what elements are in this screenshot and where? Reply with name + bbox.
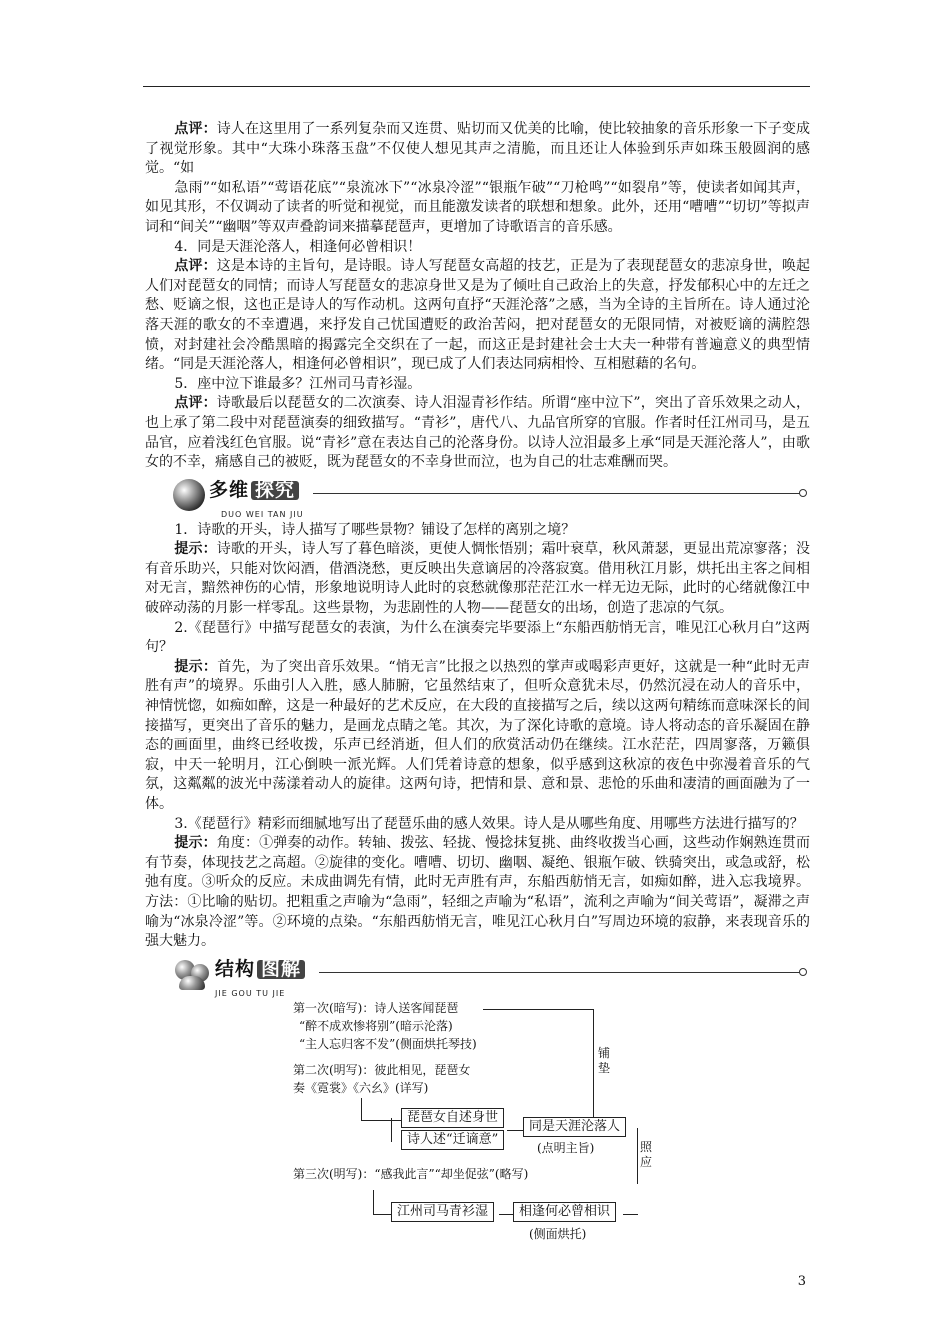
section-rule [319,972,801,973]
first-line-2: “醉不成欢惨将别”(暗示沦落) [299,1018,453,1033]
paragraph [145,394,810,472]
first-line-1: 第一次(暗写)：诗人送客闻琵琶 [293,1000,459,1015]
first-line-3: “主人忘归客不发”(侧面烘托琴技) [299,1036,477,1051]
connector-line [361,1098,362,1120]
label-zhaoying: 照应 [639,1139,652,1169]
structure-diagram [293,1000,673,1196]
box-poet-narration: 诗人述“迁谪意” [401,1130,504,1150]
page-number: 3 [797,1274,806,1289]
paragraph [145,120,810,179]
header-rule [143,86,810,87]
paragraph [145,238,810,258]
paragraph-label: 点评： [174,121,217,137]
box-meet: 相逢何必曾相识 [513,1202,616,1222]
connector-line [483,1009,593,1010]
paragraph-text: 2.《琵琶行》中描写琵琶女的表演，为什么在演奏完毕要添上“东船西舫悄无言，唯见江心秋月白”这两句？ [145,619,810,656]
paragraph [145,540,810,618]
label-pudian: 铺垫 [597,1045,610,1075]
paragraph-label: 点评： [174,258,217,275]
section-title-b: 图解 [257,960,305,980]
paragraph-text: 5．座中泣下谁最多？江州司马青衫湿。 [174,375,422,392]
paragraph-text: 1．诗歌的开头，诗人描写了哪些景物？铺设了怎样的离别之境？ [174,521,576,538]
note-meet: (侧面烘托) [529,1226,587,1241]
paragraph-text: 诗人在这里用了一系列复杂而又连贯、贴切而又优美的比喻，使比较抽象的音乐形象一下子变成了视觉形象。其中“大珠小珠落玉盘”不仅使人想见其声之清脆，而且还让人体验到乐声如珠玉般圆润的感觉。“如 [145,121,811,177]
section-header-duowei [173,475,813,519]
connector-line [361,1120,401,1121]
section-rule-end [799,968,807,976]
paragraph-text: 3.《琵琶行》精彩而细腻地写出了琵琶乐曲的感人效果。诗人是从哪些角度、用哪些方法进行描写的？ [174,815,804,832]
section-title [215,957,305,980]
paragraph-text: 诗歌最后以琵琶女的二次演奏、诗人泪湿青衫作结。所谓“座中泣下”，突出了音乐效果之动人，也上承了第二段中对琵琶演奏的细致描写。“青衫”，唐代八、九品官所穿的官服。作者时任江州司马，是五品官，应着浅红色官服。说“青衫”意在表达自己的沦落身份。以诗人泣泪最多上承“同是天涯沦落人”，由歌女的不幸，痛感自己的被贬，既为琵琶女的不幸身世而泣，也为自己的壮志难酬而哭。 [145,395,811,471]
box-self-narration: 琵琶女自述身世 [401,1108,504,1128]
paragraph-text: 这是本诗的主旨句，是诗眼。诗人写琵琶女高超的技艺，正是为了表现琵琶女的悲凉身世，唤起人们对琵琶女的同情；而诗人写琵琶女的悲凉身世又是为了倾吐自己政治上的失意，抒发郁积心中的左迁之愁、贬谪之恨，这也正是诗人的写作动机。这两句直抒“天涯沦落”之感，当为全诗的主旨所在。诗人通过沦落天涯的歌女的不幸遭遇，来抒发自己忧国遭贬的政治苦闷，把对琵琶女的无限同情，对被贬谪的满腔怨愤，对封建社会冷酷黑暗的揭露完全交织在了一起，而这正是封建社会士大夫一种带有普遍意义的典型情绪。“同是天涯沦落人，相逢何必曾相识”，现已成了人们表达同病相怜、互相慰藉的名句。 [145,258,811,373]
paragraph-text: 诗歌的开头，诗人写了暮色暗淡，更使人惆怅悟别；霜叶衰草，秋风萧瑟，更显出荒凉寥落；没有音乐助兴，只能对饮闷酒，借酒浇愁，更反映出失意谪居的冷落寂寞。借用秋江月影，烘托出主客之间相对无言，黯然神伤的心情，形象地说明诗人此时的哀愁就像那茫茫江水一样无边无际，此时的心绪就像江中破碎动荡的月影一样零乱。这些景物，为悲剧性的人物——琵琶女的出场，创造了悲凉的气氛。 [145,541,811,617]
paragraph-label: 点评： [174,395,217,412]
paragraph-label: 提示： [174,835,217,852]
paragraph-text: 角度：①弹奏的动作。转轴、拨弦、轻拢、慢捻抹复挑、曲终收拨当心画，这些动作娴熟连贯而有节奏，体现技艺之高超。②旋律的变化。嘈嘈、切切、幽咽、凝绝、银瓶乍破、铁骑突出，或急或舒，松弛有度。③听众的反应。未成曲调先有情，此时无声胜有声，东船西舫悄无言，如痴如醉，进入忘我境界。方法：①比喻的贴切。把粗重之声喻为“急雨”，轻细之声喻为“私语”，流利之声喻为“间关莺语”，凝滞之声喻为“冰泉冷涩”等。②环境的点染。“东船西舫悄无言，唯见江心秋月白”写周边环境的寂静，来表现音乐的强大魅力。 [145,835,811,950]
section-title-b: 探究 [251,481,299,501]
paragraph [145,658,810,815]
connector-line [373,1190,374,1214]
note-theme: (点明主旨) [537,1140,595,1155]
section-title-a: 结构 [215,957,256,980]
connector-line [499,1214,513,1215]
page-content [145,120,810,1250]
second-line-2: 奏《霓裳》《六幺》(详写) [293,1080,429,1095]
connector-line [593,1009,594,1117]
paragraph-text: 首先，为了突出音乐效果。“悄无言”比报之以热烈的掌声或喝彩声更好，这就是一种“此时无声胜有声”的境界。乐曲引人入胜，感人肺腑，它虽然结束了，但听众意犹未尽，仍然沉浸在动人的音乐中，神情恍惚，如痴如醉，这是一种最好的艺术反应，在大段的直接描写之后，续以这两句精练而意味深长的间接描写，更突出了音乐的魅力，是画龙点睛之笔。其次，为了深化诗歌的意境。诗人将动态的音乐凝固在静态的画面里，曲终已经收拨，乐声已经消逝，但人们的欣赏活动仍在继续。江水茫茫，四周寥落，万籁俱寂，中天一轮明月，江心倒映一派光辉。人们凭着诗意的想象，似乎感到这秋凉的夜色中弥漫着音乐的气氛，这粼粼的波光中荡漾着动人的旋律。这两句诗，把情和景、意和景、悲怆的乐曲和凄清的画面融为了一体。 [145,658,810,812]
paragraph-text: 急雨”“如私语”“莺语花底”“泉流冰下”“冰泉冷涩”“银瓶乍破”“刀枪鸣”“如裂帛”等，使读者如闻其声，如见其形，不仅调动了读者的听觉和视觉，而且能激发读者的联想和想象。此外，还用“嘈嘈”“切切”等拟声词和“间关”“幽咽”等双声叠韵词来描摹琵琶声，更增加了诗歌语言的音乐感。 [145,179,810,235]
third-line: 第三次(明写)：“感我此言”“却坐促弦”(略写) [293,1166,529,1181]
paragraph [145,257,810,375]
section-pinyin: JIE GOU TU JIE [215,988,286,998]
paragraph [145,179,810,238]
section-rule-end [799,489,807,497]
people-icon [173,956,213,992]
paragraph [145,619,810,658]
connector-line [637,1128,638,1184]
paragraph-label: 提示： [174,541,217,558]
section-title [209,478,299,501]
connector-line [373,1214,391,1215]
section-pinyin: DUO WEI TAN JIU [221,509,304,519]
connector-line [507,1130,523,1131]
connector-line [391,1118,392,1142]
top-paragraphs [145,120,810,473]
section-rule [313,493,801,494]
paragraph [145,815,810,835]
paragraph [145,375,810,395]
globe-icon [173,479,205,511]
box-theme: 同是天涯沦落人 [523,1117,626,1137]
section-header-jiegou [173,954,813,998]
mid-paragraphs [145,521,810,952]
box-jiangzhou: 江州司马青衫湿 [391,1202,494,1222]
paragraph [145,834,810,952]
section-title-a: 多维 [209,478,250,501]
structure-diagram-bottom [293,1190,673,1250]
connector-line [623,1214,638,1215]
paragraph-text: 4．同是天涯沦落人，相逢何必曾相识！ [174,238,422,255]
second-line-1: 第二次(明写)：彼此相见，琵琶女 [293,1062,471,1077]
paragraph-label: 提示： [174,658,218,675]
